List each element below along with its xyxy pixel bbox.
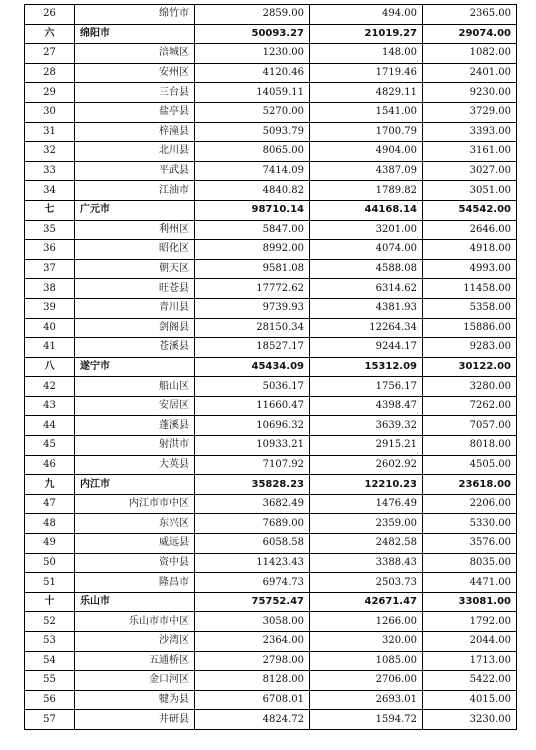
value-col2-cell: 4398.47 xyxy=(310,396,423,416)
value-col3-cell: 2401.00 xyxy=(423,63,517,83)
row-number-cell: 39 xyxy=(25,298,75,318)
region-name-cell: 剑阁县 xyxy=(75,318,195,338)
value-col2-cell: 21019.27 xyxy=(310,24,423,44)
value-col3-cell: 11458.00 xyxy=(423,279,517,299)
value-col3-cell: 5358.00 xyxy=(423,298,517,318)
value-total-cell: 7689.00 xyxy=(195,514,310,534)
value-col2-cell: 320.00 xyxy=(310,632,423,652)
row-number-cell: 57 xyxy=(25,710,75,730)
region-name-cell: 沙湾区 xyxy=(75,632,195,652)
region-name-cell: 内江市 xyxy=(75,475,195,495)
value-total-cell: 7107.92 xyxy=(195,455,310,475)
value-total-cell: 75752.47 xyxy=(195,592,310,612)
row-number-cell: 30 xyxy=(25,102,75,122)
value-col2-cell: 42671.47 xyxy=(310,592,423,612)
value-col3-cell: 9230.00 xyxy=(423,83,517,103)
value-col2-cell: 1541.00 xyxy=(310,102,423,122)
region-name-cell: 涪城区 xyxy=(75,44,195,64)
value-col3-cell: 7057.00 xyxy=(423,416,517,436)
value-col3-cell: 3393.00 xyxy=(423,122,517,142)
table-row xyxy=(25,534,517,554)
value-col2-cell: 148.00 xyxy=(310,44,423,64)
row-number-cell: 55 xyxy=(25,671,75,691)
region-name-cell: 旺苍县 xyxy=(75,279,195,299)
value-col3-cell: 3576.00 xyxy=(423,534,517,554)
value-total-cell: 50093.27 xyxy=(195,24,310,44)
value-col2-cell: 2482.58 xyxy=(310,534,423,554)
table-group-row xyxy=(25,357,517,377)
value-total-cell: 28150.34 xyxy=(195,318,310,338)
region-name-cell: 遂宁市 xyxy=(75,357,195,377)
value-col3-cell: 1792.00 xyxy=(423,612,517,632)
value-total-cell: 14059.11 xyxy=(195,83,310,103)
value-col2-cell: 2503.73 xyxy=(310,573,423,593)
value-col2-cell: 2693.01 xyxy=(310,690,423,710)
row-number-cell: 44 xyxy=(25,416,75,436)
region-name-cell: 犍为县 xyxy=(75,690,195,710)
value-col3-cell: 4918.00 xyxy=(423,240,517,260)
value-col2-cell: 2359.00 xyxy=(310,514,423,534)
value-total-cell: 35828.23 xyxy=(195,475,310,495)
region-name-cell: 北川县 xyxy=(75,142,195,162)
table-row xyxy=(25,63,517,83)
value-total-cell: 11423.43 xyxy=(195,553,310,573)
value-col3-cell: 33081.00 xyxy=(423,592,517,612)
table-row xyxy=(25,396,517,416)
region-name-cell: 井研县 xyxy=(75,710,195,730)
region-name-cell: 盐亭县 xyxy=(75,102,195,122)
table-body xyxy=(25,5,517,730)
value-total-cell: 5847.00 xyxy=(195,220,310,240)
row-number-cell: 八 xyxy=(25,357,75,377)
region-name-cell: 苍溪县 xyxy=(75,338,195,358)
value-col2-cell: 1594.72 xyxy=(310,710,423,730)
value-col2-cell: 3639.32 xyxy=(310,416,423,436)
value-col3-cell: 4505.00 xyxy=(423,455,517,475)
row-number-cell: 36 xyxy=(25,240,75,260)
value-col3-cell: 7262.00 xyxy=(423,396,517,416)
region-name-cell: 三台县 xyxy=(75,83,195,103)
row-number-cell: 九 xyxy=(25,475,75,495)
value-total-cell: 6708.01 xyxy=(195,690,310,710)
value-col3-cell: 8018.00 xyxy=(423,436,517,456)
value-col2-cell: 2602.92 xyxy=(310,455,423,475)
row-number-cell: 27 xyxy=(25,44,75,64)
value-col2-cell: 12210.23 xyxy=(310,475,423,495)
value-col3-cell: 3230.00 xyxy=(423,710,517,730)
table-row xyxy=(25,632,517,652)
row-number-cell: 45 xyxy=(25,436,75,456)
value-col3-cell: 3051.00 xyxy=(423,181,517,201)
table-row xyxy=(25,279,517,299)
row-number-cell: 49 xyxy=(25,534,75,554)
value-col3-cell: 4471.00 xyxy=(423,573,517,593)
value-total-cell: 98710.14 xyxy=(195,200,310,220)
value-col3-cell: 3729.00 xyxy=(423,102,517,122)
region-name-cell: 朝天区 xyxy=(75,259,195,279)
table-group-row xyxy=(25,592,517,612)
value-total-cell: 10933.21 xyxy=(195,436,310,456)
region-name-cell: 梓潼县 xyxy=(75,122,195,142)
table-row xyxy=(25,142,517,162)
row-number-cell: 50 xyxy=(25,553,75,573)
value-col3-cell: 2206.00 xyxy=(423,494,517,514)
table-group-row xyxy=(25,24,517,44)
value-col3-cell: 4993.00 xyxy=(423,259,517,279)
row-number-cell: 35 xyxy=(25,220,75,240)
table-row xyxy=(25,83,517,103)
value-col3-cell: 3161.00 xyxy=(423,142,517,162)
region-name-cell: 绵阳市 xyxy=(75,24,195,44)
region-name-cell: 绵竹市 xyxy=(75,5,195,25)
region-name-cell: 威远县 xyxy=(75,534,195,554)
value-total-cell: 2859.00 xyxy=(195,5,310,25)
value-total-cell: 3682.49 xyxy=(195,494,310,514)
value-total-cell: 11660.47 xyxy=(195,396,310,416)
value-col3-cell: 5330.00 xyxy=(423,514,517,534)
region-name-cell: 乐山市市中区 xyxy=(75,612,195,632)
row-number-cell: 48 xyxy=(25,514,75,534)
table-row xyxy=(25,494,517,514)
value-total-cell: 7414.09 xyxy=(195,161,310,181)
value-col2-cell: 4904.00 xyxy=(310,142,423,162)
table-row xyxy=(25,5,517,25)
value-col3-cell: 8035.00 xyxy=(423,553,517,573)
row-number-cell: 七 xyxy=(25,200,75,220)
value-col3-cell: 30122.00 xyxy=(423,357,517,377)
value-col3-cell: 3280.00 xyxy=(423,377,517,397)
value-col2-cell: 2915.21 xyxy=(310,436,423,456)
row-number-cell: 26 xyxy=(25,5,75,25)
value-col3-cell: 15886.00 xyxy=(423,318,517,338)
region-name-cell: 大英县 xyxy=(75,455,195,475)
value-col2-cell: 4381.93 xyxy=(310,298,423,318)
row-number-cell: 52 xyxy=(25,612,75,632)
table-row xyxy=(25,553,517,573)
value-col2-cell: 4074.00 xyxy=(310,240,423,260)
table-row xyxy=(25,455,517,475)
value-total-cell: 4840.82 xyxy=(195,181,310,201)
table-row xyxy=(25,181,517,201)
value-total-cell: 2798.00 xyxy=(195,651,310,671)
region-name-cell: 东兴区 xyxy=(75,514,195,534)
value-total-cell: 4120.46 xyxy=(195,63,310,83)
value-col2-cell: 1700.79 xyxy=(310,122,423,142)
value-col3-cell: 1082.00 xyxy=(423,44,517,64)
table-row xyxy=(25,122,517,142)
row-number-cell: 34 xyxy=(25,181,75,201)
table-row xyxy=(25,318,517,338)
table-row xyxy=(25,671,517,691)
value-total-cell: 6974.73 xyxy=(195,573,310,593)
value-col2-cell: 1756.17 xyxy=(310,377,423,397)
value-col2-cell: 1719.46 xyxy=(310,63,423,83)
row-number-cell: 56 xyxy=(25,690,75,710)
value-col2-cell: 4829.11 xyxy=(310,83,423,103)
region-name-cell: 江油市 xyxy=(75,181,195,201)
table-group-row xyxy=(25,200,517,220)
value-total-cell: 5270.00 xyxy=(195,102,310,122)
row-number-cell: 46 xyxy=(25,455,75,475)
region-name-cell: 昭化区 xyxy=(75,240,195,260)
value-col3-cell: 23618.00 xyxy=(423,475,517,495)
value-col3-cell: 2044.00 xyxy=(423,632,517,652)
value-col3-cell: 5422.00 xyxy=(423,671,517,691)
value-col2-cell: 6314.62 xyxy=(310,279,423,299)
table-row xyxy=(25,298,517,318)
table-row xyxy=(25,338,517,358)
row-number-cell: 31 xyxy=(25,122,75,142)
region-name-cell: 内江市市中区 xyxy=(75,494,195,514)
value-total-cell: 1230.00 xyxy=(195,44,310,64)
value-total-cell: 9581.08 xyxy=(195,259,310,279)
value-total-cell: 17772.62 xyxy=(195,279,310,299)
row-number-cell: 53 xyxy=(25,632,75,652)
value-total-cell: 10696.32 xyxy=(195,416,310,436)
table-row xyxy=(25,690,517,710)
region-name-cell: 五通桥区 xyxy=(75,651,195,671)
row-number-cell: 六 xyxy=(25,24,75,44)
table-row xyxy=(25,161,517,181)
table-group-row xyxy=(25,475,517,495)
value-col3-cell: 4015.00 xyxy=(423,690,517,710)
value-col2-cell: 44168.14 xyxy=(310,200,423,220)
value-col2-cell: 3388.43 xyxy=(310,553,423,573)
region-name-cell: 船山区 xyxy=(75,377,195,397)
table-row xyxy=(25,612,517,632)
table-row xyxy=(25,651,517,671)
value-total-cell: 5036.17 xyxy=(195,377,310,397)
row-number-cell: 47 xyxy=(25,494,75,514)
table-row xyxy=(25,240,517,260)
value-total-cell: 8065.00 xyxy=(195,142,310,162)
row-number-cell: 41 xyxy=(25,338,75,358)
region-name-cell: 青川县 xyxy=(75,298,195,318)
row-number-cell: 40 xyxy=(25,318,75,338)
value-col2-cell: 1789.82 xyxy=(310,181,423,201)
value-total-cell: 8128.00 xyxy=(195,671,310,691)
value-col2-cell: 3201.00 xyxy=(310,220,423,240)
table-row xyxy=(25,436,517,456)
funding-table xyxy=(24,4,517,730)
region-name-cell: 平武县 xyxy=(75,161,195,181)
value-col3-cell: 29074.00 xyxy=(423,24,517,44)
table-row xyxy=(25,573,517,593)
value-total-cell: 2364.00 xyxy=(195,632,310,652)
value-col2-cell: 1085.00 xyxy=(310,651,423,671)
table-row xyxy=(25,44,517,64)
table-row xyxy=(25,102,517,122)
value-col2-cell: 1266.00 xyxy=(310,612,423,632)
row-number-cell: 38 xyxy=(25,279,75,299)
region-name-cell: 金口河区 xyxy=(75,671,195,691)
value-col3-cell: 3027.00 xyxy=(423,161,517,181)
value-total-cell: 5093.79 xyxy=(195,122,310,142)
row-number-cell: 43 xyxy=(25,396,75,416)
region-name-cell: 安居区 xyxy=(75,396,195,416)
value-col2-cell: 494.00 xyxy=(310,5,423,25)
table-row xyxy=(25,377,517,397)
region-name-cell: 资中县 xyxy=(75,553,195,573)
value-total-cell: 6058.58 xyxy=(195,534,310,554)
value-total-cell: 4824.72 xyxy=(195,710,310,730)
value-col2-cell: 9244.17 xyxy=(310,338,423,358)
region-name-cell: 乐山市 xyxy=(75,592,195,612)
row-number-cell: 54 xyxy=(25,651,75,671)
region-name-cell: 射洪市 xyxy=(75,436,195,456)
value-total-cell: 18527.17 xyxy=(195,338,310,358)
value-col3-cell: 2646.00 xyxy=(423,220,517,240)
value-col3-cell: 1713.00 xyxy=(423,651,517,671)
region-name-cell: 广元市 xyxy=(75,200,195,220)
row-number-cell: 32 xyxy=(25,142,75,162)
row-number-cell: 28 xyxy=(25,63,75,83)
value-col2-cell: 2706.00 xyxy=(310,671,423,691)
value-total-cell: 8992.00 xyxy=(195,240,310,260)
value-col3-cell: 54542.00 xyxy=(423,200,517,220)
row-number-cell: 十 xyxy=(25,592,75,612)
region-name-cell: 蓬溪县 xyxy=(75,416,195,436)
row-number-cell: 33 xyxy=(25,161,75,181)
value-total-cell: 3058.00 xyxy=(195,612,310,632)
value-col3-cell: 9283.00 xyxy=(423,338,517,358)
value-col2-cell: 4588.08 xyxy=(310,259,423,279)
row-number-cell: 51 xyxy=(25,573,75,593)
value-total-cell: 45434.09 xyxy=(195,357,310,377)
table-row xyxy=(25,514,517,534)
row-number-cell: 29 xyxy=(25,83,75,103)
row-number-cell: 42 xyxy=(25,377,75,397)
value-col2-cell: 1476.49 xyxy=(310,494,423,514)
table-row xyxy=(25,220,517,240)
value-col2-cell: 15312.09 xyxy=(310,357,423,377)
table-row xyxy=(25,259,517,279)
row-number-cell: 37 xyxy=(25,259,75,279)
region-name-cell: 安州区 xyxy=(75,63,195,83)
table-row xyxy=(25,710,517,730)
value-col2-cell: 12264.34 xyxy=(310,318,423,338)
value-col3-cell: 2365.00 xyxy=(423,5,517,25)
region-name-cell: 隆昌市 xyxy=(75,573,195,593)
value-col2-cell: 4387.09 xyxy=(310,161,423,181)
table-row xyxy=(25,416,517,436)
value-total-cell: 9739.93 xyxy=(195,298,310,318)
region-name-cell: 利州区 xyxy=(75,220,195,240)
